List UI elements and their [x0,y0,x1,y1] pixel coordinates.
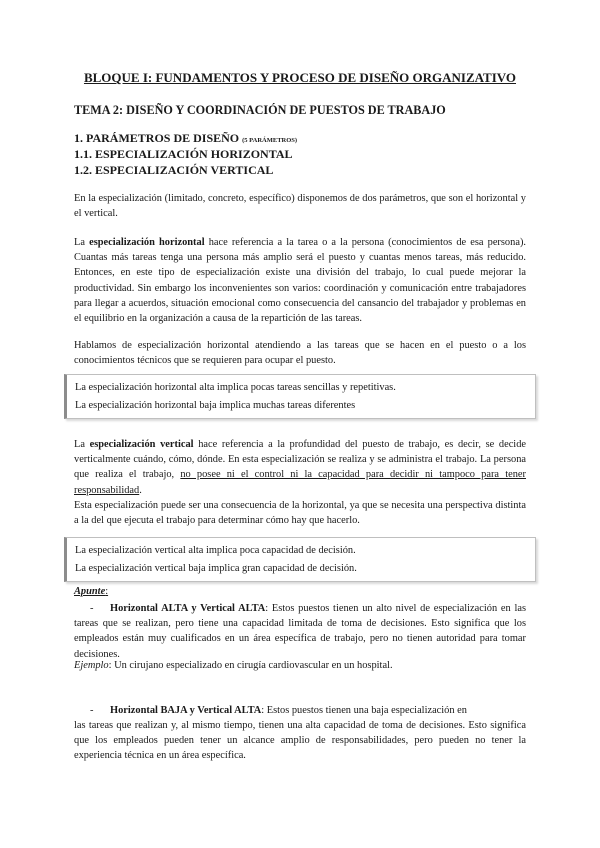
box-line: La especialización vertical alta implica poca capacidad de decisión. [75,545,356,556]
horizontal-paragraph-2: Hablamos de especialización horizontal atendiendo a las tareas que se hacen en el puesto o a los conocimientos técnicos que se requieren para ocupar el puesto. [74,340,526,367]
section-heading-text: 1. PARÁMETROS DE DISEÑO [74,131,240,145]
horizontal-text: hace referencia a la tarea o a la persona (conocimientos de esa persona). Cuantas más tareas tenga una persona más amplio será el puesto y cuantas menos tareas, más reducido. Entonces, en este tipo de especialización existe una división del trabajo, lo cual puede mejorar la productividad. Sin embargo los inconvenientes son varios: coordinación y comunicación entre trabajadores para llegar a acuerdos, situación emocional como consecuencia del cansancio del trabajador y problemas en el equilibrio en la organización a causa de la repartición de las tareas. [74,237,526,325]
apunte-item-2-rest: las tareas que realizan y, al mismo tiempo, tienen una alta capacidad de toma de decisiones. Esto significa que los empleados pueden tener un alcance amplio de responsabilidades, pero pueden no tener la experiencia técnica en un área específica. [74,720,526,762]
document-title: BLOQUE I: FUNDAMENTOS Y PROCESO DE DISEÑO ORGANIZATIVO [83,70,517,85]
item2-text-first: : Estos puestos tienen una baja especialización en [261,705,467,716]
section-heading-note: (5 PARÁMETROS) [242,137,298,144]
box-line: La especialización horizontal alta implica pocas tareas sencillas y repetitivas. [75,382,396,393]
vertical-term: especialización vertical [89,439,194,450]
example-text: : Un cirujano especializado en cirugía cardiovascular en un hospital. [108,660,393,671]
example-line [74,658,526,673]
horizontal-summary-box [64,374,536,419]
apunte-colon: : [105,586,109,597]
item1-text: : Estos puestos tienen un alto nivel de especialización en las tareas que se realizan, pero tiene una capacidad limitada de toma de decisiones. Esto significa que los empleados están muy cualificados en un área específica de trabajo, pero no tienen autoridad para tomar decisiones. [74,603,526,660]
apunte-text: Apunte [74,586,106,597]
item2-term: Horizontal BAJA y Vertical ALTA [110,705,262,716]
box-line: La especialización vertical baja implica gran capacidad de decisión. [75,562,357,574]
vertical-lead: La [74,439,90,450]
vertical-text: hace referencia a la profundidad del puesto de trabajo, es decir, se decide verticalmente cuándo, cómo, dónde. En esta especialización se realiza y se administra el trabajo. La persona que realiza el trabajo, [74,439,526,481]
apunte-item-2-first-line [74,703,526,718]
vertical-underlined: no posee ni el control ni la capacidad para decidir ni tampoco para tener responsabilidad [74,469,526,496]
topic-heading: TEMA 2: DISEÑO Y COORDINACIÓN DE PUESTOS DE TRABAJO [74,103,446,117]
intro-paragraph: En la especialización (limitado, concreto, específico) disponemos de dos parámetros, que son el horizontal y el vertical. [74,193,526,220]
apunte-item-1 [74,601,526,662]
vertical-paragraph [74,437,526,498]
vertical-summary-box [64,537,536,582]
dash-bullet: - [90,603,94,614]
vertical-end: . [139,484,142,496]
box-line: La especialización horizontal baja implica muchas tareas diferentes [75,399,356,411]
subsection-heading-vertical: 1.2. ESPECIALIZACIÓN VERTICAL [74,163,274,177]
horizontal-lead: La [74,237,90,248]
subsection-heading-horizontal: 1.1. ESPECIALIZACIÓN HORIZONTAL [74,147,293,161]
example-label: Ejemplo [74,660,109,671]
apunte-label [74,586,108,597]
item1-term: Horizontal ALTA y Vertical ALTA [110,603,266,614]
vertical-paragraph-2: Esta especialización puede ser una consecuencia de la horizontal, ya que se necesita una perspectiva distinta a la del que ejecuta el trabajo para determinar cómo hay que hacerlo. [74,500,526,527]
dash-bullet: - [90,705,94,716]
horizontal-paragraph [74,235,526,326]
horizontal-term: especialización horizontal [89,237,205,248]
